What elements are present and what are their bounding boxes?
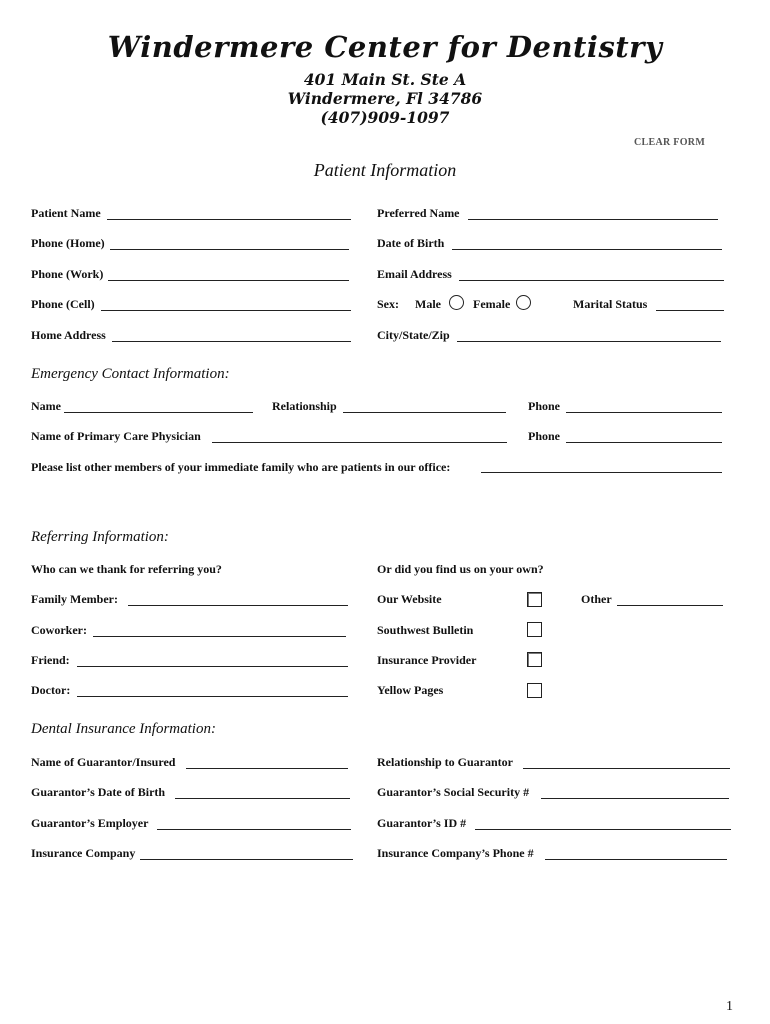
family-member-field[interactable] — [128, 605, 348, 606]
preferred-name-label: Preferred Name — [377, 206, 460, 220]
coworker-label: Coworker: — [31, 623, 87, 637]
emergency-phone-label: Phone — [528, 399, 561, 413]
home-address-label: Home Address — [31, 328, 106, 342]
guarantor-name-label: Name of Guarantor/Insured — [31, 755, 176, 769]
friend-field[interactable] — [77, 666, 348, 667]
date-of-birth-field[interactable] — [452, 249, 722, 250]
insurance-provider-checkbox[interactable] — [527, 652, 542, 667]
pcp-phone-field[interactable] — [566, 442, 722, 443]
family-members-label: Please list other members of your immediate family who are patients in our office: — [31, 460, 451, 474]
referring-section-title: Referring Information: — [31, 529, 169, 545]
city-state-zip-field[interactable] — [457, 341, 721, 342]
relationship-guarantor-field[interactable] — [523, 768, 730, 769]
our-website-checkbox[interactable] — [527, 592, 542, 607]
page-number: 1 — [726, 999, 733, 1014]
insurance-section-title: Dental Insurance Information: — [31, 721, 216, 737]
doctor-label: Doctor: — [31, 683, 71, 697]
date-of-birth-label: Date of Birth — [377, 236, 445, 250]
our-website-label: Our Website — [377, 592, 442, 606]
pcp-field[interactable] — [212, 442, 507, 443]
guarantor-employer-label: Guarantor’s Employer — [31, 816, 149, 830]
insurance-company-label: Insurance Company — [31, 846, 136, 860]
practice-address-line1: 401 Main St. Ste A — [303, 70, 467, 89]
found-own-question: Or did you find us on your own? — [377, 562, 544, 576]
emergency-name-label: Name — [31, 399, 61, 413]
emergency-phone-field[interactable] — [566, 412, 722, 413]
emergency-relationship-field[interactable] — [343, 412, 506, 413]
female-radio[interactable] — [516, 295, 531, 310]
guarantor-employer-field[interactable] — [157, 829, 351, 830]
male-label: Male — [415, 297, 441, 311]
phone-cell-field[interactable] — [101, 310, 351, 311]
patient-name-label: Patient Name — [31, 206, 101, 220]
coworker-field[interactable] — [93, 636, 346, 637]
insurance-company-phone-label: Insurance Company’s Phone # — [377, 846, 534, 860]
phone-cell-label: Phone (Cell) — [31, 297, 95, 311]
pcp-label: Name of Primary Care Physician — [31, 429, 201, 443]
family-member-label: Family Member: — [31, 592, 118, 606]
southwest-bulletin-checkbox[interactable] — [527, 622, 542, 637]
patient-name-field[interactable] — [107, 219, 351, 220]
female-label: Female — [473, 297, 511, 311]
marital-status-field[interactable] — [656, 310, 724, 311]
family-members-field[interactable] — [481, 472, 722, 473]
phone-work-field[interactable] — [108, 280, 349, 281]
relationship-guarantor-label: Relationship to Guarantor — [377, 755, 514, 769]
phone-home-label: Phone (Home) — [31, 236, 105, 250]
doctor-field[interactable] — [77, 696, 348, 697]
marital-status-label: Marital Status — [573, 297, 648, 311]
other-field[interactable] — [617, 605, 723, 606]
sex-label: Sex: — [377, 297, 399, 311]
guarantor-name-field[interactable] — [186, 768, 348, 769]
emergency-name-field[interactable] — [64, 412, 253, 413]
guarantor-dob-label: Guarantor’s Date of Birth — [31, 785, 166, 799]
guarantor-ssn-label: Guarantor’s Social Security # — [377, 785, 530, 799]
referral-question: Who can we thank for referring you? — [31, 562, 222, 576]
emergency-relationship-label: Relationship — [272, 399, 337, 413]
guarantor-id-field[interactable] — [475, 829, 731, 830]
preferred-name-field[interactable] — [468, 219, 718, 220]
practice-phone: (407)909-1097 — [320, 108, 450, 127]
insurance-provider-label: Insurance Provider — [377, 653, 477, 667]
phone-home-field[interactable] — [110, 249, 349, 250]
guarantor-dob-field[interactable] — [175, 798, 350, 799]
insurance-company-phone-field[interactable] — [545, 859, 727, 860]
emergency-section-title: Emergency Contact Information: — [31, 366, 230, 382]
male-radio[interactable] — [449, 295, 464, 310]
friend-label: Friend: — [31, 653, 70, 667]
southwest-bulletin-label: Southwest Bulletin — [377, 623, 474, 637]
phone-work-label: Phone (Work) — [31, 267, 104, 281]
email-address-label: Email Address — [377, 267, 452, 281]
guarantor-id-label: Guarantor’s ID # — [377, 816, 467, 830]
clear-form-button[interactable]: CLEAR FORM — [634, 137, 706, 148]
insurance-company-field[interactable] — [140, 859, 353, 860]
city-state-zip-label: City/State/Zip — [377, 328, 450, 342]
patient-info-title: Patient Information — [313, 160, 457, 180]
practice-address-line2: Windermere, Fl 34786 — [287, 89, 483, 108]
email-address-field[interactable] — [459, 280, 724, 281]
practice-name: Windermere Center for Dentistry — [107, 30, 663, 64]
yellow-pages-checkbox[interactable] — [527, 683, 542, 698]
home-address-field[interactable] — [112, 341, 351, 342]
pcp-phone-label: Phone — [528, 429, 561, 443]
other-label: Other — [581, 592, 612, 606]
yellow-pages-label: Yellow Pages — [377, 683, 444, 697]
guarantor-ssn-field[interactable] — [541, 798, 729, 799]
